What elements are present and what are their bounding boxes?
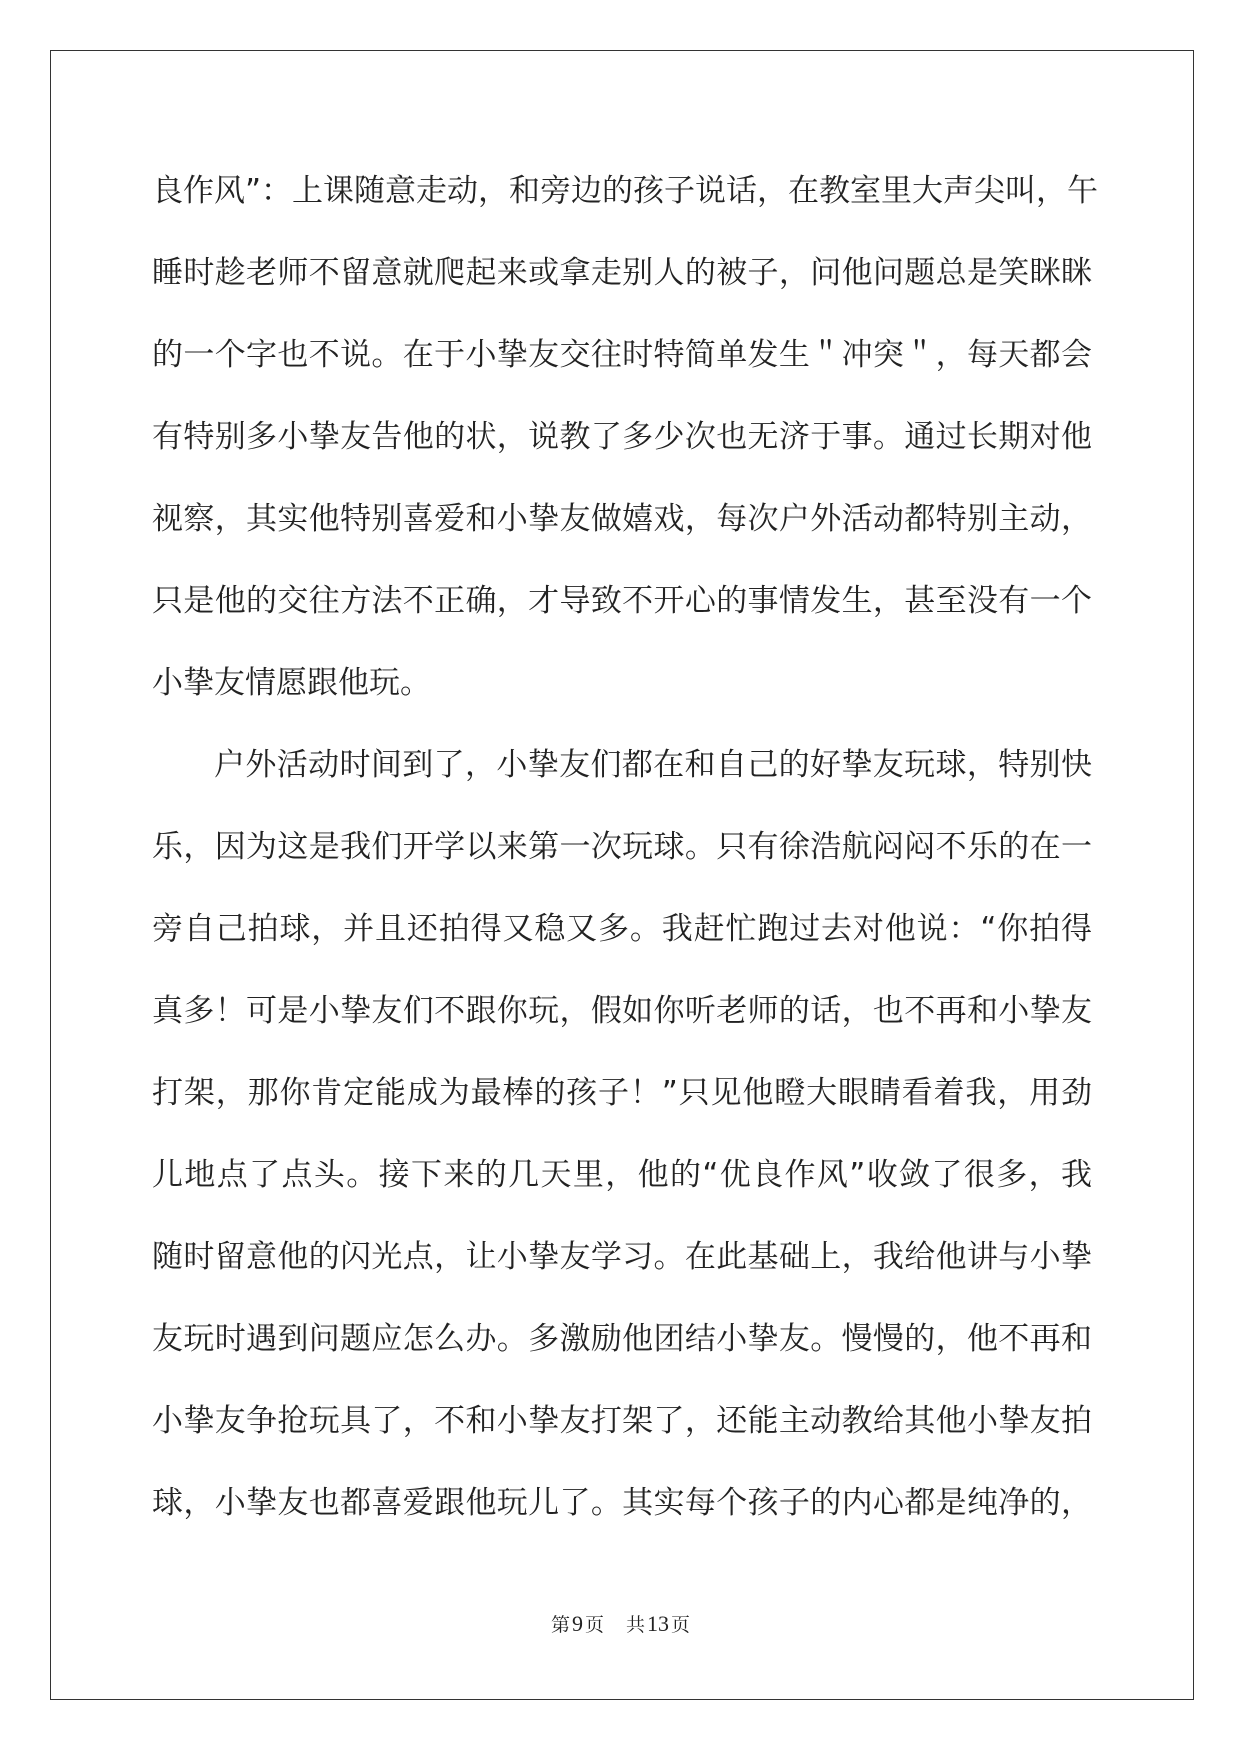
text-line: 友玩时遇到问题应怎么办。多激励他团结小挚友。慢慢的，他不再和 — [152, 1321, 1092, 1357]
text-line: 的一个字也不说。在于小挚友交往时特简单发生＂冲突＂，每天都会 — [152, 337, 1092, 373]
text-line: 有特别多小挚友告他的状，说教了多少次也无济于事。通过长期对他 — [152, 419, 1092, 455]
text-line: 视察，其实他特别喜爱和小挚友做嬉戏，每次户外活动都特别主动， — [152, 501, 1092, 537]
text-line: 只是他的交往方法不正确，才导致不开心的事情发生，甚至没有一个 — [152, 583, 1092, 619]
total-page-number: 13 — [647, 1611, 670, 1636]
text-line: 良作风”：上课随意走动，和旁边的孩子说话，在教室里大声尖叫，午 — [152, 173, 1099, 209]
text-line: 真多！可是小挚友们不跟你玩，假如你听老师的话，也不再和小挚友 — [152, 993, 1092, 1029]
total-prefix: 共 — [626, 1614, 646, 1636]
page-prefix: 第 — [550, 1614, 570, 1636]
total-suffix: 页 — [671, 1614, 691, 1636]
text-line: 小挚友情愿跟他玩。 — [152, 665, 431, 701]
page-footer — [0, 1610, 1241, 1637]
text-line: 打架，那你肯定能成为最棒的孩子！”只见他瞪大眼睛看着我，用劲 — [152, 1075, 1092, 1111]
text-line: 随时留意他的闪光点，让小挚友学习。在此基础上，我给他讲与小挚 — [152, 1239, 1092, 1275]
text-line: 旁自己拍球，并且还拍得又稳又多。我赶忙跑过去对他说：“你拍得 — [152, 911, 1092, 947]
text-line: 球，小挚友也都喜爱跟他玩儿了。其实每个孩子的内心都是纯净的， — [152, 1485, 1092, 1521]
current-page-number: 9 — [571, 1611, 583, 1636]
text-line: 乐，因为这是我们开学以来第一次玩球。只有徐浩航闷闷不乐的在一 — [152, 829, 1092, 865]
text-line: 睡时趁老师不留意就爬起来或拿走别人的被子，问他问题总是笑眯眯 — [152, 255, 1092, 291]
text-line: 儿地点了点头。接下来的几天里，他的“优良作风”收敛了很多，我 — [152, 1157, 1092, 1193]
document-body — [152, 162, 1099, 1556]
page-suffix: 页 — [584, 1614, 604, 1636]
text-line: 小挚友争抢玩具了，不和小挚友打架了，还能主动教给其他小挚友拍 — [152, 1403, 1092, 1439]
text-line: 户外活动时间到了，小挚友们都在和自己的好挚友玩球，特别快 — [214, 747, 1092, 783]
